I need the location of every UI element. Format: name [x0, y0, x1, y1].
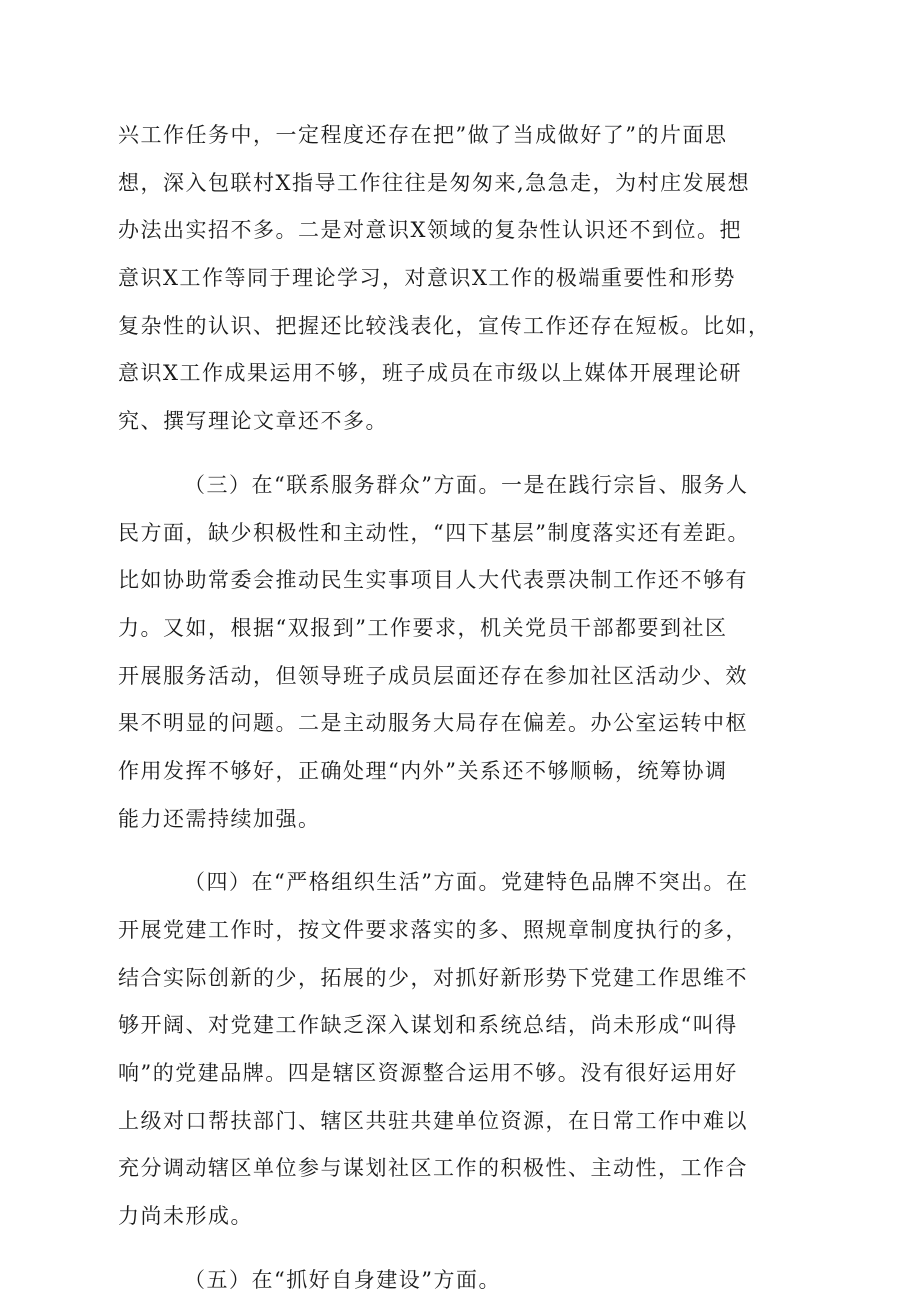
text-line: 复杂性的认识、把握还比较浅表化，宣传工作还存在短板。比如， [118, 313, 771, 338]
text-line: 上级对口帮扶部门、辖区共驻共建单位资源，在日常工作中难以 [118, 1108, 748, 1133]
text-line: 意识X工作成果运用不够，班子成员在市级以上媒体开展理论研 [118, 361, 742, 386]
text-line: 开展服务活动，但领导班子成员层面还存在参加社区活动少、效 [118, 663, 748, 688]
paragraph-spacer [118, 446, 808, 462]
text-line: 意识X工作等同于理论学习，对意识X工作的极端重要性和形势 [118, 266, 736, 291]
text-line: 想，深入包联村X指导工作往往是匆匆来,急急走，为村庄发展想 [118, 170, 751, 195]
text-line: 作用发挥不够好，正确处理“内外”关系还不够顺畅，统筹协调 [118, 758, 728, 783]
paragraph-section-4 [118, 859, 808, 1241]
text-line: 开展党建工作时，按文件要求落实的多、照规章制度执行的多， [118, 918, 748, 942]
text-line: （五）在“抓好自身建设”方面。 [184, 1267, 501, 1292]
text-line: （三）在“联系服务群众”方面。一是在践行宗旨、服务人 [184, 472, 749, 497]
document-body [118, 112, 808, 1305]
text-line: 比如协助常委会推动民生实事项目人大代表票决制工作还不够有 [118, 568, 748, 593]
text-line: 充分调动辖区单位参与谋划社区工作的积极性、主动性，工作合 [118, 1156, 748, 1181]
text-line: 够开阔、对党建工作缺乏深入谋划和系统总结，尚未形成“叫得 [118, 1013, 738, 1038]
text-line: 响”的党建品牌。四是辖区资源整合运用不够。没有很好运用好 [118, 1061, 738, 1086]
text-line: 力。又如，根据“双报到”工作要求，机关党员干部都要到社区 [118, 615, 728, 640]
paragraph-section-3 [118, 462, 808, 844]
text-line: 结合实际创新的少，拓展的少，对抓好新形势下党建工作思维不 [118, 965, 748, 990]
text-line: 兴工作任务中，一定程度还存在把”做了当成做好了”的片面思 [118, 123, 728, 147]
text-line: 究、撰写理论文章还不多。 [118, 409, 388, 434]
text-line: 力尚未形成。 [118, 1204, 253, 1229]
paragraph-spacer [118, 843, 808, 859]
text-line: 办法出实招不多。二是对意识X领域的复杂性认识还不到位。把 [118, 218, 742, 243]
text-line: （四）在“严格组织生活”方面。党建特色品牌不突出。在 [184, 870, 749, 895]
text-line: 能力还需持续加强。 [118, 806, 321, 831]
paragraph-continued [118, 112, 808, 446]
paragraph-spacer [118, 1241, 808, 1257]
text-line: 民方面，缺少积极性和主动性，“四下基层”制度落实还有差距。 [118, 520, 750, 545]
text-line: 果不明显的问题。二是主动服务大局存在偏差。办公室运转中枢 [118, 711, 748, 736]
paragraph-section-5 [118, 1257, 808, 1305]
